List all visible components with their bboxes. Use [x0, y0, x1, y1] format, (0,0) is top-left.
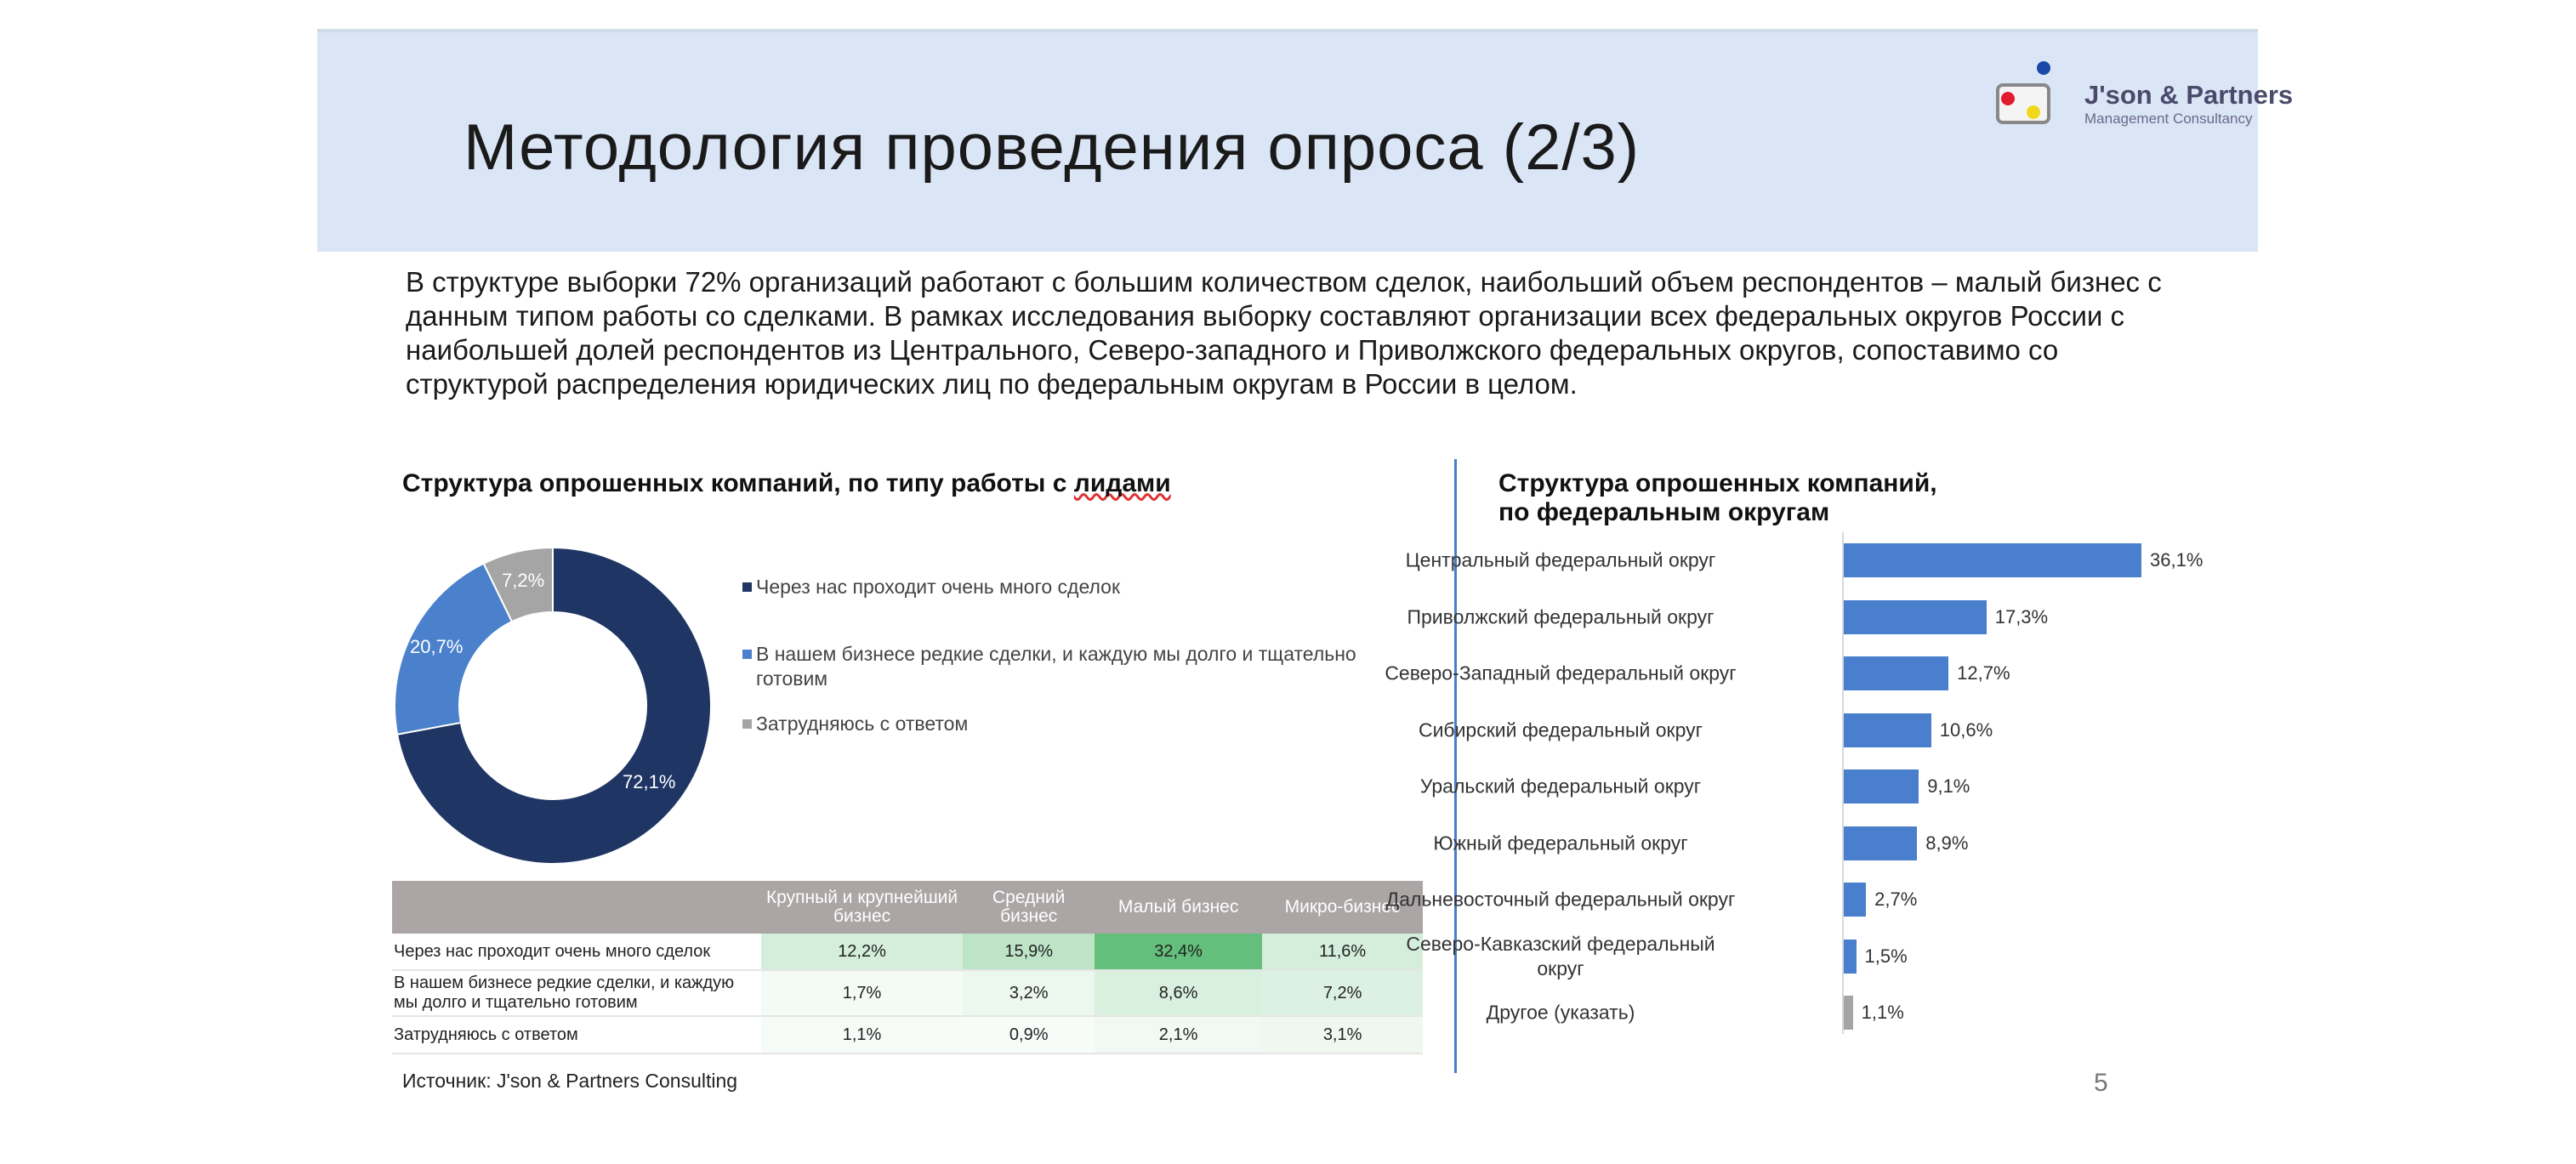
- table-cell: 1,7%: [761, 970, 964, 1016]
- logo-name: J'son & Partners: [2084, 80, 2294, 110]
- bar-row: [1418, 702, 2245, 758]
- bar: [1844, 996, 1853, 1030]
- table-cell: 15,9%: [963, 934, 1095, 970]
- right-chart-title: [1498, 469, 1937, 527]
- company-logo: [1991, 54, 2294, 148]
- bar-category-label: Приволжский федеральный округ: [1407, 605, 1714, 627]
- bar: [1844, 826, 1917, 860]
- bar: [1844, 883, 1866, 917]
- segment-table: [392, 881, 1423, 1054]
- left-chart-title: [402, 469, 1171, 498]
- table-cell: 12,2%: [761, 934, 964, 970]
- legend-item-unsure: [742, 712, 1389, 736]
- table-cell: 1,1%: [761, 1016, 964, 1053]
- table-row: [392, 1016, 1423, 1053]
- table-cell: 8,6%: [1095, 970, 1262, 1016]
- bar-row: [1433, 815, 2245, 872]
- table-cell: 0,9%: [963, 1016, 1095, 1053]
- donut-svg: [391, 544, 714, 867]
- table-row-label: Через нас проходит очень много сделок: [392, 934, 761, 970]
- logo-icon: [1991, 54, 2084, 148]
- legend-label: Через нас проходит очень много сделок: [756, 576, 1121, 598]
- legend-item-many-deals: [742, 575, 1389, 599]
- bar-category-label: Северо-Кавказский федеральный округ: [1406, 932, 1715, 979]
- bar-value-label: 10,6%: [1939, 718, 1993, 741]
- legend-label: В нашем бизнесе редкие сделки, и каждую мы долго и тщательно готовим: [756, 643, 1356, 690]
- left-chart-title-text: Структура опрошенных компаний, по типу работы с: [402, 469, 1074, 497]
- bar-category-label: Уральский федеральный округ: [1419, 775, 1702, 798]
- legend-swatch-gray: [742, 719, 752, 729]
- bar-value-label: 8,9%: [1925, 832, 1969, 854]
- bar-category-label: Сибирский федеральный округ: [1418, 718, 1703, 741]
- slide-header: [317, 29, 2294, 252]
- table-header-row: [392, 881, 1423, 934]
- table-row: [392, 934, 1423, 970]
- left-chart-title-keyword: лидами: [1073, 469, 1171, 497]
- page-number: 5: [2094, 1069, 2108, 1097]
- bar-value-label: 1,1%: [1861, 1002, 1904, 1023]
- table-cell: 3,1%: [1262, 1016, 1423, 1053]
- bar-category-label: Южный федеральный округ: [1433, 832, 1688, 854]
- bar: [1844, 940, 1857, 974]
- legend-item-rare-deals: [742, 642, 1389, 691]
- bar-category-label: Северо-Западный федеральный округ: [1385, 661, 1737, 684]
- bar-row: [1405, 532, 2245, 588]
- bar-value-label: 9,1%: [1927, 775, 1970, 797]
- donut-chart: [391, 544, 714, 867]
- bar-category-label: Дальневосточный федеральный округ: [1385, 888, 1736, 911]
- legend-label: Затрудняюсь с ответом: [756, 713, 969, 735]
- donut-label-unsure: 7,2%: [502, 570, 545, 591]
- bar-row: [1407, 589, 2245, 645]
- bar-value-label: 2,7%: [1874, 889, 1918, 910]
- district-bar-chart: [1385, 532, 2245, 1025]
- table-header-cell: Средний бизнес: [963, 881, 1095, 934]
- table-cell: 11,6%: [1262, 934, 1423, 970]
- bar: [1844, 543, 2141, 577]
- table-cell: 7,2%: [1262, 970, 1423, 1016]
- bar-row: [1385, 872, 2245, 928]
- bar-row: [1480, 985, 2245, 1041]
- legend-swatch-navy: [742, 582, 752, 592]
- donut-legend: [742, 575, 1389, 736]
- table-row: [392, 970, 1423, 1016]
- bar-row: [1419, 758, 2245, 815]
- page-title: Методология проведения опроса (2/3): [463, 111, 1641, 184]
- donut-label-many-deals: 72,1%: [623, 771, 676, 792]
- bar-value-label: 36,1%: [2150, 549, 2204, 571]
- bar: [1844, 600, 1987, 634]
- bar-row: [1406, 928, 2245, 985]
- logo-tagline: Management Consultancy: [2084, 111, 2253, 127]
- bar: [1844, 769, 1919, 803]
- table-cell: 32,4%: [1095, 934, 1262, 970]
- intro-paragraph: В структуре выборки 72% организаций работают с большим количеством сделок, наибольший объем респондентов – малый бизнес с данным типом работы со сделками. В рамках исследования выборку составляют организации всех федеральных округов России с наибольшей долей респондентов из Центрального, Северо-западного и Приволжского федеральных округов, сопоставимо со структурой распределения юридических лиц по федеральным округам в России в целом.: [406, 266, 2162, 400]
- right-chart-title-line1: Структура опрошенных компаний,: [1498, 469, 1937, 497]
- bar: [1844, 713, 1931, 747]
- table-row-label: В нашем бизнесе редкие сделки, и каждую мы долго и тщательно готовим: [392, 970, 761, 1016]
- source-note: Источник: J'son & Partners Consulting: [402, 1070, 738, 1092]
- bar-category-label: Другое (указать): [1486, 1001, 1635, 1024]
- table-header-cell: Малый бизнес: [1095, 881, 1262, 934]
- bar-row: [1385, 645, 2245, 701]
- bar-value-label: 12,7%: [1957, 662, 2010, 684]
- bar: [1844, 656, 1948, 690]
- table-row-label: Затрудняюсь с ответом: [392, 1016, 761, 1053]
- table-header-cell: Крупный и крупнейший бизнес: [761, 881, 964, 934]
- legend-swatch-blue: [742, 650, 752, 659]
- table-cell: 3,2%: [963, 970, 1095, 1016]
- table-header-cell: [392, 881, 761, 934]
- bar-value-label: 1,5%: [1864, 945, 1908, 967]
- donut-label-rare-deals: 20,7%: [410, 636, 463, 657]
- table-cell: 2,1%: [1095, 1016, 1262, 1053]
- table-header-cell: Микро-бизнес: [1262, 881, 1423, 934]
- right-chart-title-line2: по федеральным округам: [1498, 498, 1830, 526]
- bar-value-label: 17,3%: [1994, 605, 2049, 627]
- bar-category-label: Центральный федеральный округ: [1405, 548, 1716, 571]
